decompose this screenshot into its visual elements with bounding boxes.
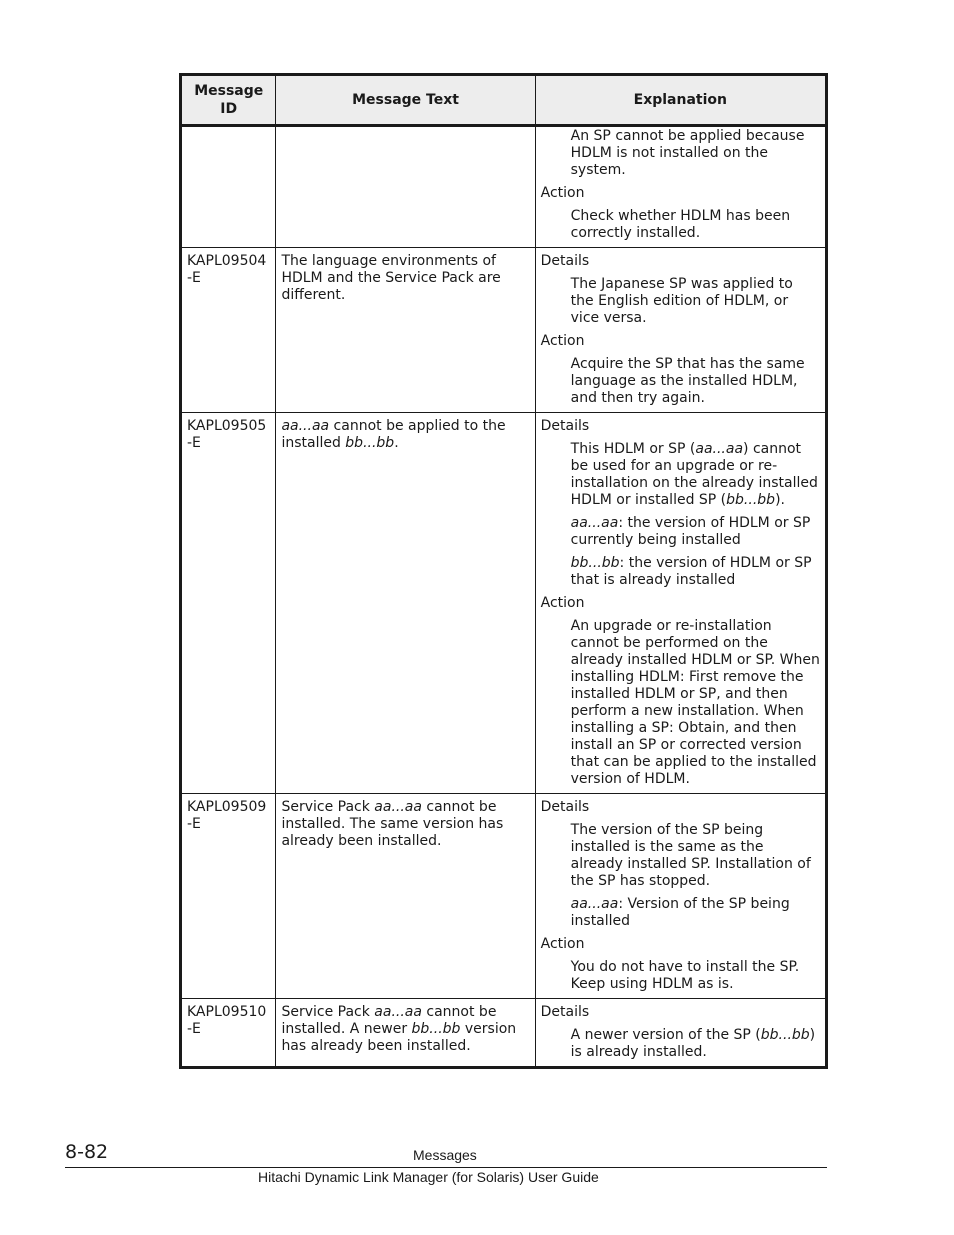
details-text-part: ) cannot be used for an upgrade or re-installation on the already installed HDLM or installed SP ( [570, 441, 818, 508]
table-row [181, 248, 827, 413]
header-message-id: Message ID [181, 75, 276, 126]
messages-table [179, 73, 828, 1069]
table-row [181, 126, 827, 248]
details-text: The Japanese SP was applied to the English edition of HDLM, or vice versa. [570, 276, 793, 326]
table-header-row [181, 75, 827, 126]
explanation-text: An SP cannot be applied because HDLM is not installed on the system. [570, 128, 805, 178]
details-heading: Details [540, 418, 590, 434]
message-text-part: . [394, 435, 399, 451]
message-text-part: cannot be applied to the installed [281, 418, 506, 451]
message-text-part: Service Pack [281, 799, 375, 815]
action-text: Check whether HDLM has been correctly installed. [570, 208, 791, 241]
details-text-part: : Version of the SP being installed [570, 896, 790, 929]
explanation-cell [535, 248, 826, 413]
variable-text: aa...aa [374, 799, 422, 815]
message-id-cell [181, 126, 276, 248]
message-text-cell: The language environments of HDLM and the Service Pack are different. [276, 248, 535, 413]
variable-description [571, 555, 820, 589]
footer-document-title: Hitachi Dynamic Link Manager (for Solaris) User Guide [258, 1169, 599, 1185]
table-row [181, 999, 827, 1068]
message-id-cell: KAPL09510 -E [181, 999, 276, 1068]
action-text: Acquire the SP that has the same language as the installed HDLM, and then try again. [570, 356, 805, 406]
variable-text: aa...aa [570, 515, 619, 531]
message-text-part: version has already been installed. [281, 1021, 517, 1054]
action-heading: Action [540, 595, 585, 611]
explanation-cell [535, 999, 826, 1068]
action-heading: Action [540, 333, 585, 349]
details-text [571, 1027, 820, 1061]
variable-text: aa...aa [374, 1004, 422, 1020]
action-heading: Action [540, 185, 585, 201]
variable-description [571, 896, 820, 930]
details-text-part: : the version of HDLM or SP that is already installed [570, 555, 812, 588]
message-text-cell [276, 126, 535, 248]
variable-text: bb...bb [345, 435, 395, 451]
message-text-cell [276, 413, 535, 794]
table-row [181, 794, 827, 999]
footer-section-name: Messages [413, 1147, 477, 1163]
header-explanation: Explanation [535, 75, 826, 126]
details-text-part: ). [775, 492, 785, 508]
details-text: The version of the SP being installed is the same as the already installed SP. Installation of the SP has stopped. [570, 822, 811, 889]
variable-text: aa...aa [695, 441, 744, 457]
variable-text: bb...bb [760, 1027, 810, 1043]
footer-divider [65, 1167, 827, 1168]
table-row [181, 413, 827, 794]
details-heading: Details [540, 253, 590, 269]
message-id-cell: KAPL09504 -E [181, 248, 276, 413]
header-message-text: Message Text [276, 75, 535, 126]
variable-description [571, 515, 820, 549]
details-text-part: : the version of HDLM or SP currently being installed [570, 515, 811, 548]
variable-text: aa...aa [281, 418, 330, 434]
explanation-cell [535, 413, 826, 794]
message-id-cell: KAPL09505 -E [181, 413, 276, 794]
message-text-cell [276, 999, 535, 1068]
page-number: 8-82 [65, 1141, 109, 1163]
variable-text: bb...bb [570, 555, 620, 571]
details-heading: Details [540, 1004, 590, 1020]
message-text-part: cannot be installed. A newer [281, 1004, 497, 1037]
action-heading: Action [540, 936, 585, 952]
explanation-cell [535, 794, 826, 999]
action-text: You do not have to install the SP. Keep using HDLM as is. [570, 959, 800, 992]
message-text-cell [276, 794, 535, 999]
explanation-cell [535, 126, 826, 248]
message-id-cell: KAPL09509 -E [181, 794, 276, 999]
details-text-part: ) is already installed. [570, 1027, 816, 1060]
details-text [571, 441, 820, 509]
variable-text: bb...bb [726, 492, 776, 508]
message-text-part: cannot be installed. The same version has already been installed. [281, 799, 504, 849]
details-heading: Details [540, 799, 590, 815]
variable-text: aa...aa [570, 896, 619, 912]
action-text: An upgrade or re-installation cannot be performed on the already installed HDLM or SP. When installing HDLM: First remove the installed HDLM or SP, and then perform a new installation. When installing a SP: Obtain, and then install an SP or corrected version that can be applied to the installed version of HDLM. [570, 618, 820, 787]
message-text-part: Service Pack [281, 1004, 375, 1020]
details-text-part: A newer version of the SP ( [570, 1027, 761, 1043]
variable-text: bb...bb [411, 1021, 461, 1037]
details-text-part: This HDLM or SP ( [570, 441, 696, 457]
